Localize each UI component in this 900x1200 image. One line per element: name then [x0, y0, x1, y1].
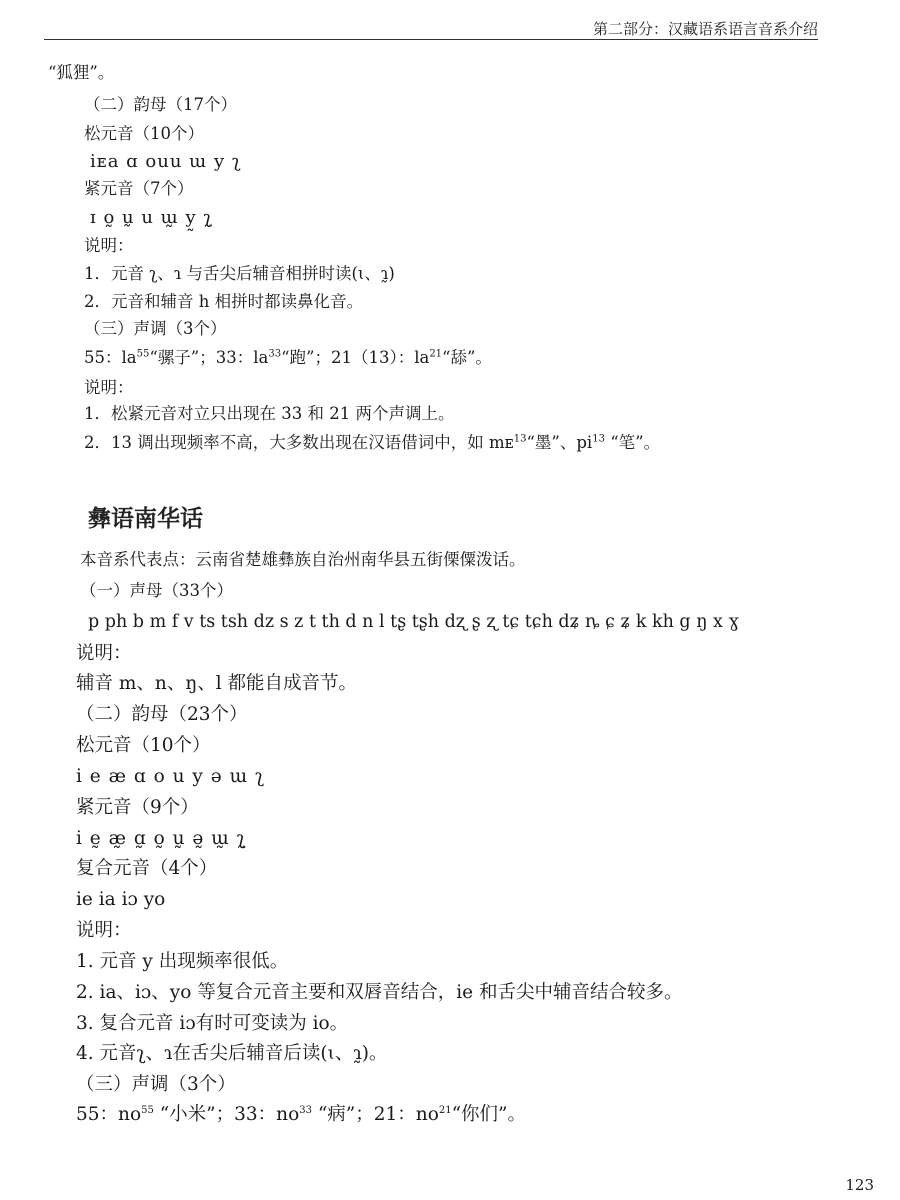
note-item: 2. ia、iɔ、yo 等复合元音主要和双唇音结合，ie 和舌尖中辅音结合较多。: [76, 982, 683, 1003]
note-heading: 说明：: [76, 920, 132, 941]
running-header: 第二部分：汉藏语系语言音系介绍: [592, 20, 818, 38]
tones-line: 55：$no^{55}$ “小米”；33：$no^{33}$ “病”；21：$no^{21}“$你们”。: [76, 1104, 526, 1125]
note-item: 4. 元音ʅ、ɿ在舌尖后辅音后读(ɩ、ɿ̰)。: [76, 1043, 388, 1064]
tense-vowels-heading: 紧元音（7个）: [84, 179, 194, 198]
finals-heading: （二）韵母（23个）: [76, 704, 248, 725]
finals-heading: （二）韵母（17个）: [84, 95, 237, 114]
compound-vowels-heading: 复合元音（4个）: [76, 858, 218, 879]
note-item: 辅音 m、n、ŋ、l 都能自成音节。: [76, 673, 358, 694]
lax-vowels-list: iᴇa ɑ ouu ɯ y ʅ: [90, 151, 242, 172]
header-rule: [44, 39, 818, 40]
note-heading: 说明：: [84, 236, 134, 255]
tones-heading: （三）声调（3个）: [84, 319, 227, 338]
lax-vowels-list: i e æ ɑ o u y ə ɯ ʅ: [76, 766, 266, 787]
section-title: 彝语南华话: [88, 506, 203, 532]
tones-line: 55：$la^{55}“$骡子”；33：$la^{33}“$跑”；21（13）：$la^{21}“$舔”。: [84, 348, 492, 367]
note-item: 1．松紧元音对立只出现在 33 和 21 两个声调上。: [84, 404, 455, 423]
note-item: 2．元音和辅音 h 相拼时都读鼻化音。: [84, 292, 364, 311]
intro-text: 本音系代表点：云南省楚雄彝族自治州南华县五街傈僳泼话。: [80, 550, 526, 569]
initials-heading: （一）声母（33个）: [80, 581, 233, 600]
compound-vowels-list: ie ia iɔ yo: [76, 889, 166, 910]
note-heading: 说明：: [76, 643, 132, 664]
note-item: 3. 复合元音 iɔ有时可变读为 io。: [76, 1013, 349, 1034]
tense-vowels-list: ɪ o̰ ṵ u ɯ̰ y̰ ʅ̰: [90, 207, 214, 228]
note-item: 1．元音 ʅ、ɿ 与舌尖后辅音相拼时读(ɩ、ɿ̰): [84, 264, 395, 283]
text-line: “狐狸”。: [48, 63, 115, 82]
tense-vowels-heading: 紧元音（9个）: [76, 797, 199, 818]
initials-list: p ph b m f v ts tsh dz s z t th d n l tʂ tʂh dʐ ʂ ʐ tɕ tɕh dʑ ȵ ɕ ʑ k kh g ŋ x ɣ: [88, 612, 739, 632]
lax-vowels-heading: 松元音（10个）: [84, 124, 204, 143]
note-item: 1. 元音 y 出现频率很低。: [76, 951, 289, 972]
page-number: 123: [845, 1176, 874, 1194]
tense-vowels-list: i ḛ æ̰ ɑ̰ o̰ ṵ ə̰ ɯ̰ ʅ̰: [76, 828, 247, 849]
note-item: 2．13 调出现频率不高，大多数出现在汉语借词中，如 mᴇ$^{13}$“墨”、$pi^{13}$ “笔”。: [84, 433, 661, 452]
note-heading: 说明：: [84, 378, 134, 397]
tones-heading: （三）声调（3个）: [76, 1074, 236, 1095]
lax-vowels-heading: 松元音（10个）: [76, 735, 211, 756]
